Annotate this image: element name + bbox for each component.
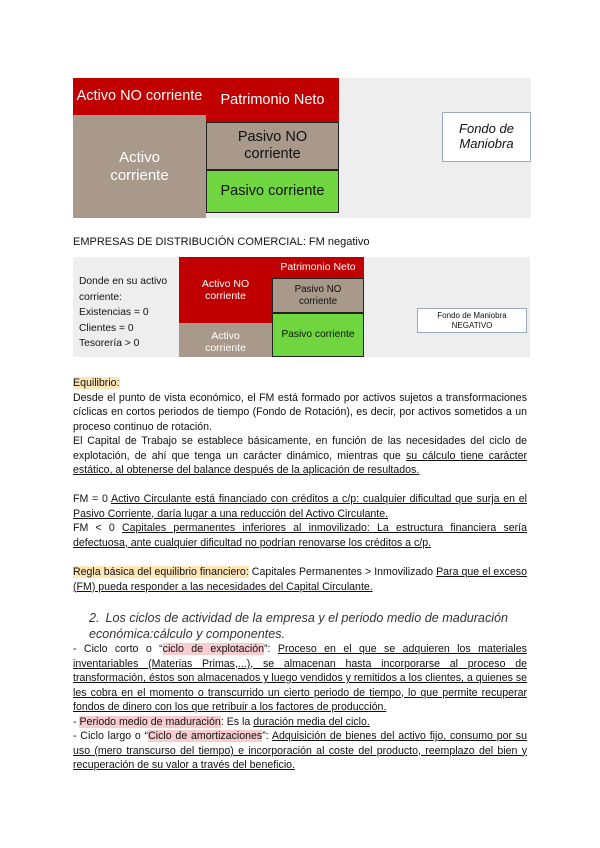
pasivo-no-corriente-label: Pasivo NO corriente — [237, 129, 308, 162]
balance-figure-2 — [73, 257, 530, 357]
pasivo-corriente-block — [206, 170, 339, 213]
fondo-maniobra-value-2: NEGATIVO — [451, 320, 493, 330]
side-text — [79, 274, 167, 352]
regla-label: Regla básica del equilibrio financiero: — [73, 566, 249, 578]
equilibrio-p2-text: El Capital de Trabajo se establece básicamente, en función de las necesidades del ciclo de explotación, de ahí que tenga un carácter dinámico, mientras que — [73, 435, 527, 462]
activo-no-corriente-block — [73, 78, 206, 115]
ciclo-largo-paragraph — [73, 729, 527, 773]
regla-underlined: Para que el exceso (FM) pueda responder a las necesidades del Capital Circulante. — [73, 566, 527, 593]
activo-corriente-label: Activo corriente — [110, 149, 169, 184]
pasivo-corriente-label-2: Pasivo corriente — [281, 329, 355, 341]
activo-no-corriente-label: Activo NO corriente — [76, 88, 203, 105]
fm-zero-paragraph — [73, 492, 527, 521]
side-text-line: corriente: — [79, 291, 122, 303]
regla-paragraph — [73, 565, 527, 594]
fm-negative-prefix: FM < 0 — [73, 522, 122, 534]
section-2-heading — [89, 610, 531, 642]
side-text-line: Clientes = 0 — [79, 322, 134, 334]
fondo-maniobra-label-2: Fondo de Maniobra — [437, 311, 507, 321]
patrimonio-neto-block — [206, 78, 339, 122]
section-number: 2. — [89, 611, 100, 625]
balance-figure-1 — [73, 78, 531, 218]
side-text-line: Donde en su activo — [79, 276, 168, 287]
fm-zero-text: Activo Circulante está financiado con créditos a c/p: cualquier dificultad que surja en el Pasivo Corriente, daría lugar a una reducción del Activo Circulante. — [73, 493, 528, 520]
ciclo-corto-text: Proceso en el que se adquieren los materiales inventariables (Materias Primas,...), se almacenan hasta incorporarse al proceso de transformación, éstos son almacenados y luego vendidos y remitidos a los clientes, a quienes se les cobra en el momento o transcurrido un cierto periodo de tiempo, lo que permite recuperar fondos de dinero con los que retribuir a los factores de producción. — [73, 643, 528, 713]
fm-negative-text: Capitales permanentes inferiores al inmovilizado: La estructura financiera sería defectuosa, ante cualquier dificultad no podrían renovarse los créditos a c/p. — [73, 522, 527, 549]
fondo-maniobra-box-2 — [417, 308, 527, 333]
pasivo-no-corriente-label-2: Pasivo NO corriente — [294, 284, 342, 307]
fondo-maniobra-box — [442, 112, 531, 162]
equilibrio-paragraph-1: Desde el punto de vista económico, el FM está formado por activos sujetos a transformaciones cíclicas en cortos periodos de tiempo (Fondo de Rotación), es decir, por activos sometidos a un proceso continuo de rotación. — [73, 391, 527, 433]
fm-section — [73, 492, 527, 550]
side-text-line: Existencias = 0 — [79, 307, 149, 318]
activo-corriente-block — [73, 115, 206, 218]
section-title: Los ciclos de actividad de la empresa y el periodo medio de maduración económica:cálculo y componentes. — [89, 611, 509, 641]
pmm-text: duración media del ciclo. — [253, 715, 370, 728]
fondo-maniobra-label: Fondo de Maniobra — [459, 121, 514, 151]
ciclo-corto-highlight: ciclo de explotación — [162, 643, 265, 655]
pmm-highlight: Periodo medio de maduración — [79, 715, 221, 728]
heading-distribucion: EMPRESAS DE DISTRIBUCIÓN COMERCIAL: FM negativo — [73, 236, 370, 248]
equilibrio-paragraph-2 — [73, 434, 527, 478]
ciclo-largo-text: Adquisición de bienes del activo fijo, consumo por su uso (mero transcurso del tiempo) e incorporación al coste del producto, reemplazo del bien y recuperación de su valor a través del beneficio. — [73, 730, 527, 771]
activo-corriente-label-2: Activo corriente — [205, 329, 246, 354]
pasivo-corriente-block-2 — [272, 313, 364, 357]
ciclo-corto-paragraph — [73, 642, 527, 715]
equilibrio-section — [73, 376, 527, 478]
pasivo-no-corriente-block-2 — [272, 278, 364, 313]
regla-text: Capitales Permanentes > Inmovilizado — [248, 566, 437, 578]
pmm-prefix: - — [73, 715, 80, 728]
activo-no-corriente-label-2: Activo NO corriente — [201, 277, 250, 302]
ciclo-corto-prefix: - Ciclo corto o “ — [73, 643, 163, 655]
fm-zero-prefix: FM = 0 — [73, 493, 111, 505]
pmm-sep: : Es la — [220, 715, 254, 728]
equilibrio-label: Equilibrio: — [73, 377, 120, 389]
equilibrio-p2-underlined: su cálculo tiene carácter estático, al obtenerse del balance después de la aplicación de resultados. — [73, 449, 527, 476]
pmm-paragraph — [73, 715, 527, 730]
pasivo-corriente-label: Pasivo corriente — [220, 183, 325, 200]
ciclo-largo-highlight: Ciclo de amortizaciones — [148, 730, 263, 742]
fm-negative-paragraph — [73, 521, 527, 550]
ciclo-largo-prefix: - Ciclo largo o “ — [73, 730, 149, 742]
pasivo-no-corriente-block — [206, 122, 339, 170]
ciclos-section — [73, 642, 527, 773]
patrimonio-neto-label: Patrimonio Neto — [220, 91, 325, 108]
side-text-line: Tesorería > 0 — [79, 338, 140, 349]
ciclo-largo-sep: ”: — [262, 730, 272, 742]
ciclo-corto-sep: ”: — [264, 643, 278, 655]
activo-corriente-block-2 — [179, 323, 272, 357]
patrimonio-neto-block-2 — [272, 257, 364, 278]
activo-no-corriente-block-2 — [179, 257, 272, 323]
patrimonio-neto-label-2: Patrimonio Neto — [280, 261, 356, 274]
